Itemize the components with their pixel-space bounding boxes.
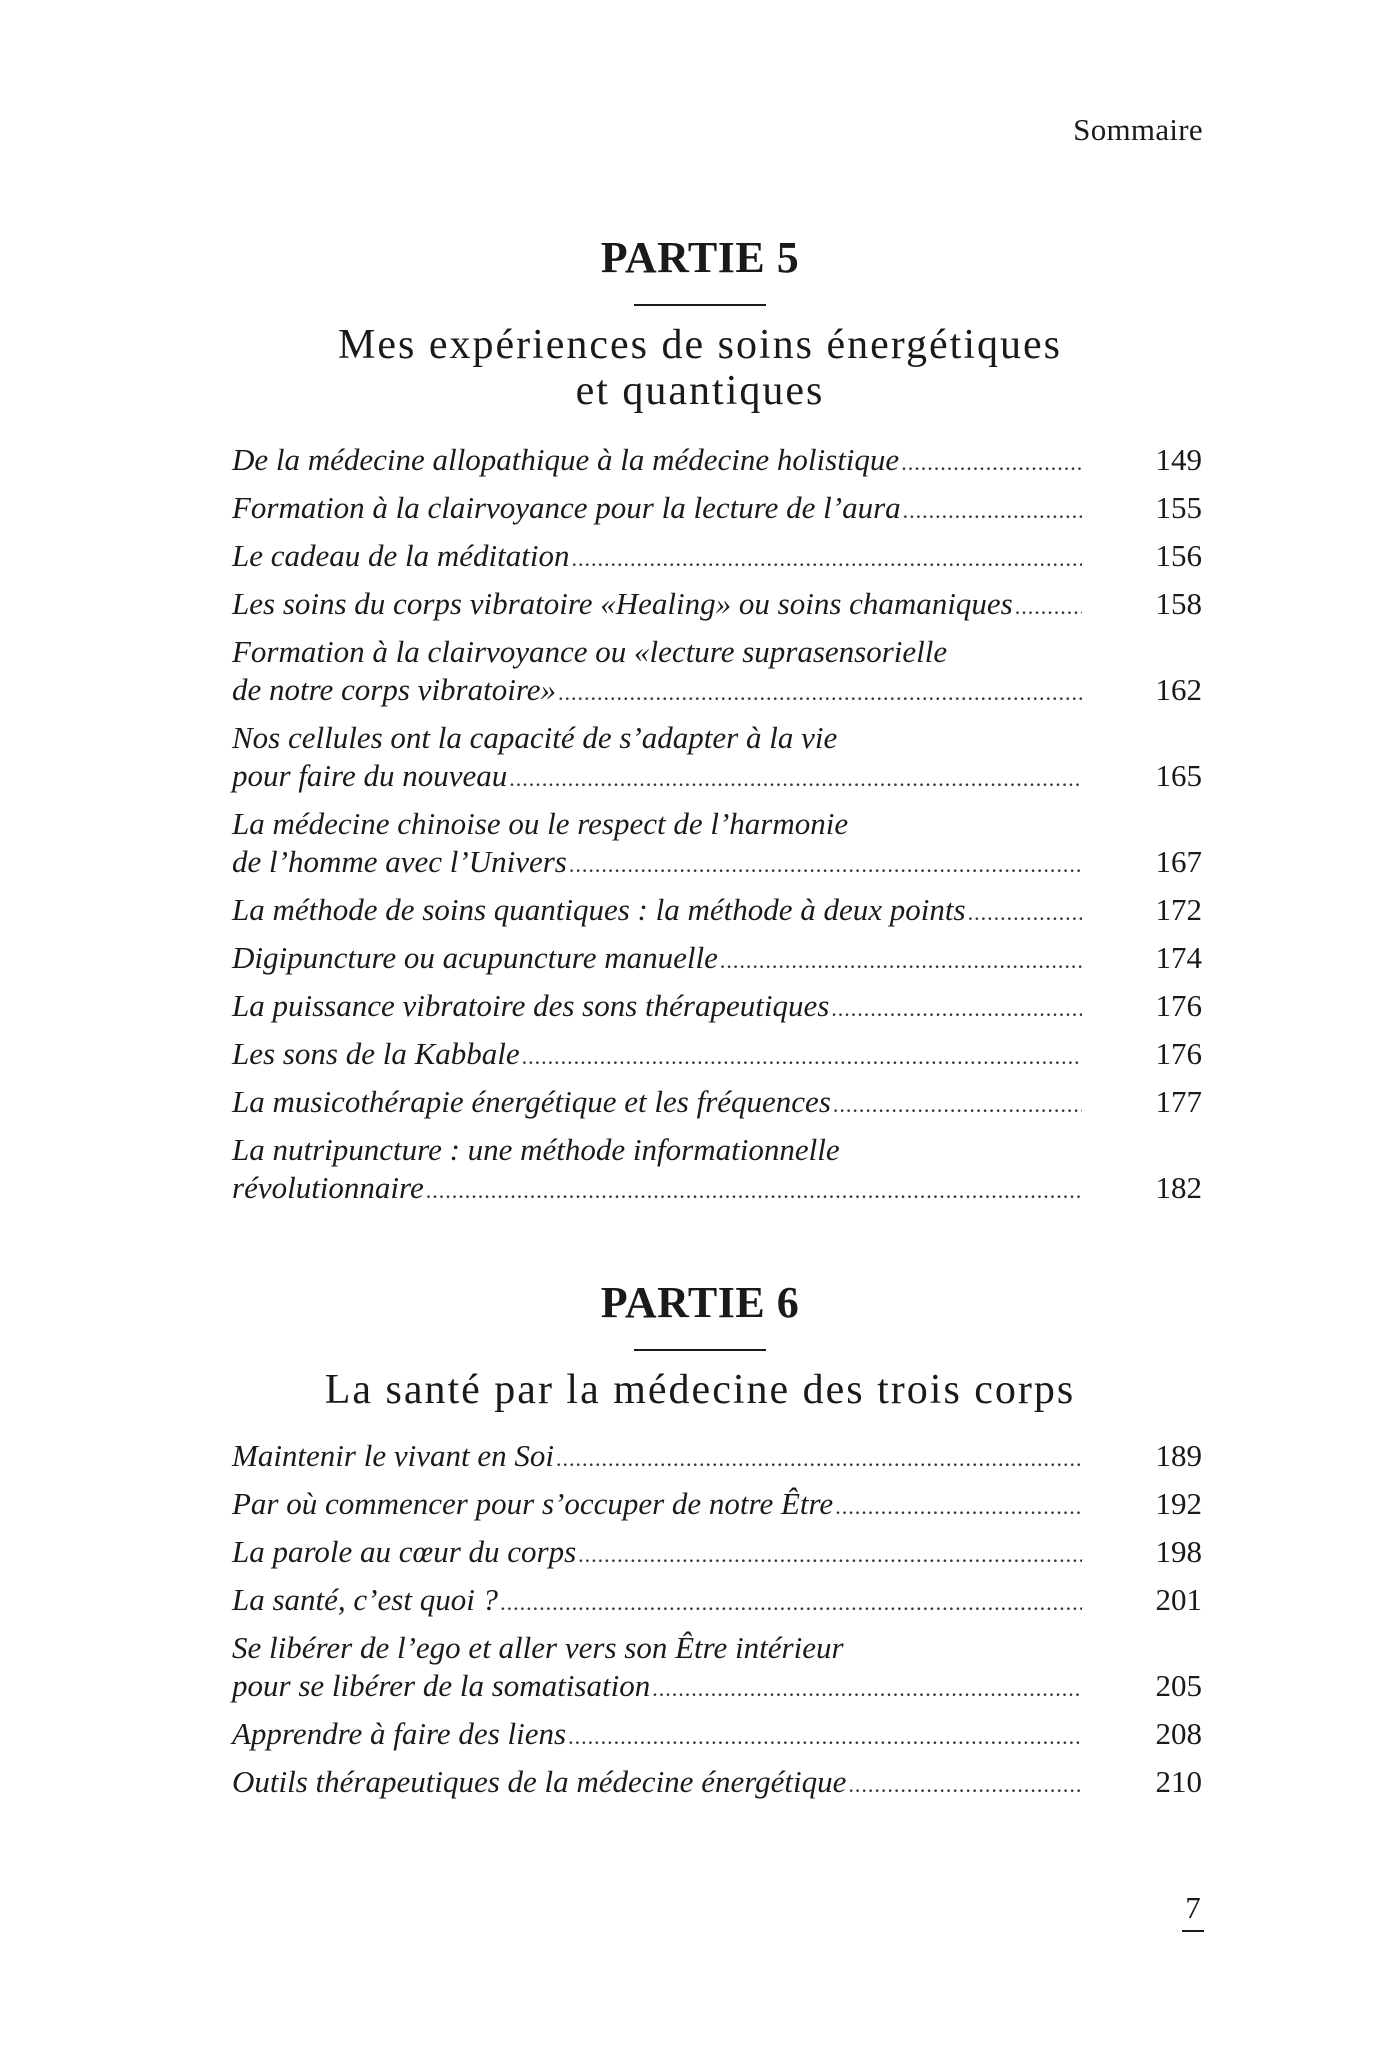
toc-entry[interactable] [232, 441, 1202, 479]
toc-entry-page-number: 174 [1155, 940, 1202, 975]
toc-entry-page-number: 182 [1155, 1170, 1202, 1205]
toc-entry-title-line: Le cadeau de la méditation [232, 538, 570, 573]
dot-leader [426, 1178, 1082, 1204]
toc-entry-title-line: de l’homme avec l’Univers [232, 844, 567, 879]
folio-underline [1182, 1930, 1204, 1932]
dot-leader [568, 1724, 1082, 1750]
toc-entry-title-line: Outils thérapeutiques de la médecine énergétique [232, 1764, 847, 1799]
toc-entry-title-line: La santé, c’est quoi ? [232, 1582, 499, 1617]
entry-spacer [232, 1475, 1202, 1485]
dot-leader [720, 948, 1082, 974]
toc-entry-page-number: 208 [1155, 1716, 1202, 1751]
part-label: PARTIE 6 [600, 1278, 800, 1327]
toc-entry-title-line: La musicothérapie énergétique et les fréquences [232, 1084, 831, 1119]
toc-entry[interactable] [232, 939, 1202, 977]
toc-entry-title-line: Les sons de la Kabbale [232, 1036, 520, 1071]
dot-leader [652, 1676, 1082, 1702]
entry-spacer [232, 1121, 1202, 1131]
entry-spacer [232, 479, 1202, 489]
running-head: Sommaire [1073, 112, 1203, 147]
dot-leader [556, 1446, 1082, 1472]
entry-spacer [232, 1207, 1202, 1217]
page-number [1182, 1890, 1204, 1932]
toc-entry-title-line: La méthode de soins quantiques : la méthode à deux points [232, 892, 966, 927]
toc-entry-title-line: révolutionnaire [232, 1170, 424, 1205]
toc-entry-page-number: 189 [1155, 1438, 1202, 1473]
entry-spacer [232, 1753, 1202, 1763]
toc-entry-page-number: 176 [1155, 1036, 1202, 1071]
toc-entry-page-number: 210 [1155, 1764, 1202, 1799]
entry-spacer [232, 1619, 1202, 1629]
part-title [0, 1367, 1400, 1413]
toc-entry-title-line: de notre corps vibratoire» [232, 672, 557, 707]
entry-spacer [232, 1025, 1202, 1035]
toc-entry-page-number: 176 [1155, 988, 1202, 1023]
entry-spacer [232, 709, 1202, 719]
toc-part-6 [232, 1437, 1202, 1811]
entry-spacer [232, 929, 1202, 939]
toc-entry-title-line: Par où commencer pour s’occuper de notre Être [232, 1486, 834, 1521]
toc-entry[interactable] [232, 633, 1202, 709]
part-divider [634, 1349, 766, 1351]
dot-leader [569, 852, 1082, 878]
toc-entry-title-line: pour se libérer de la somatisation [232, 1668, 651, 1703]
entry-spacer [232, 795, 1202, 805]
toc-entry-page-number: 198 [1155, 1534, 1202, 1569]
toc-entry-page-number: 165 [1155, 758, 1202, 793]
entry-spacer [232, 881, 1202, 891]
toc-entry-title-line: La nutripuncture : une méthode informationnelle [232, 1132, 840, 1167]
part-title-line: et quantiques [575, 368, 825, 414]
toc-entry-page-number: 172 [1155, 892, 1202, 927]
toc-entry-title-line: Se libérer de l’ego et aller vers son Être intérieur [232, 1630, 844, 1665]
toc-entry-page-number: 149 [1155, 442, 1202, 477]
toc-entry[interactable] [232, 585, 1202, 623]
toc-entry-page-number: 201 [1155, 1582, 1202, 1617]
entry-spacer [232, 575, 1202, 585]
dot-leader [848, 1772, 1082, 1798]
part-title-line: Mes expériences de soins énergétiques [337, 322, 1062, 368]
folio-number: 7 [1185, 1890, 1201, 1925]
toc-entry[interactable] [232, 987, 1202, 1025]
toc-entry-page-number: 177 [1155, 1084, 1202, 1119]
entry-spacer [232, 1523, 1202, 1533]
entry-spacer [232, 1705, 1202, 1715]
toc-entry-page-number: 192 [1155, 1486, 1202, 1521]
part-5-heading [0, 233, 1400, 414]
toc-entry-page-number: 162 [1155, 672, 1202, 707]
dot-leader [831, 996, 1082, 1022]
toc-entry[interactable] [232, 891, 1202, 929]
toc-entry-title-line: Formation à la clairvoyance ou «lecture suprasensorielle [232, 634, 948, 669]
dot-leader [968, 900, 1082, 926]
entry-spacer [232, 1801, 1202, 1811]
dot-leader [835, 1494, 1082, 1520]
toc-entry-title-line: Digipuncture ou acupuncture manuelle [232, 940, 718, 975]
entry-spacer [232, 1073, 1202, 1083]
entry-spacer [232, 1571, 1202, 1581]
toc-entry[interactable] [232, 1131, 1202, 1207]
entry-spacer [232, 527, 1202, 537]
toc-entry-title-line: La parole au cœur du corps [232, 1534, 577, 1569]
entry-spacer [232, 977, 1202, 987]
toc-entry[interactable] [232, 1485, 1202, 1523]
toc-entry-page-number: 167 [1155, 844, 1202, 879]
part-title-line: La santé par la médecine des trois corps [324, 1367, 1076, 1413]
part-6-heading [0, 1278, 1400, 1413]
toc-entry[interactable] [232, 1629, 1202, 1705]
part-title [0, 322, 1400, 414]
toc-entry[interactable] [232, 1533, 1202, 1571]
dot-leader [903, 498, 1082, 524]
toc-entry-title-line: Maintenir le vivant en Soi [232, 1438, 554, 1473]
toc-entry[interactable] [232, 1715, 1202, 1753]
dot-leader [901, 450, 1082, 476]
toc-entry[interactable] [232, 1083, 1202, 1121]
toc-entry-title-line: La médecine chinoise ou le respect de l’harmonie [232, 806, 849, 841]
toc-entry-title-line: La puissance vibratoire des sons thérapeutiques [232, 988, 830, 1023]
toc-entry[interactable] [232, 1581, 1202, 1619]
dot-leader [558, 680, 1082, 706]
toc-entry-title-line: pour faire du nouveau [232, 758, 508, 793]
toc-entry[interactable] [232, 805, 1202, 881]
dot-leader [833, 1092, 1082, 1118]
toc-entry[interactable] [232, 489, 1202, 527]
toc-entry[interactable] [232, 1437, 1202, 1475]
entry-spacer [232, 623, 1202, 633]
toc-entry[interactable] [232, 719, 1202, 795]
toc-entry-title-line: De la médecine allopathique à la médecine holistique [232, 442, 900, 477]
dot-leader [578, 1542, 1082, 1568]
toc-entry-page-number: 205 [1155, 1668, 1202, 1703]
toc-entry-page-number: 156 [1155, 538, 1202, 573]
part-label: PARTIE 5 [600, 233, 800, 282]
toc-entry-title-line: Apprendre à faire des liens [232, 1716, 567, 1751]
dot-leader [1015, 594, 1082, 620]
toc-entry[interactable] [232, 1035, 1202, 1073]
dot-leader [509, 766, 1082, 792]
dot-leader [522, 1044, 1082, 1070]
dot-leader [500, 1590, 1082, 1616]
toc-entry-title-line: Nos cellules ont la capacité de s’adapter à la vie [232, 720, 838, 755]
toc-entry-page-number: 155 [1155, 490, 1202, 525]
toc-entry[interactable] [232, 537, 1202, 575]
part-divider [634, 304, 766, 306]
toc-entry-page-number: 158 [1155, 586, 1202, 621]
toc-entry[interactable] [232, 1763, 1202, 1801]
dot-leader [572, 546, 1083, 572]
toc-entry-title-line: Formation à la clairvoyance pour la lecture de l’aura [232, 490, 901, 525]
toc-entry-title-line: Les soins du corps vibratoire «Healing» ou soins chamaniques [232, 586, 1013, 621]
toc-part-5 [232, 441, 1202, 1217]
